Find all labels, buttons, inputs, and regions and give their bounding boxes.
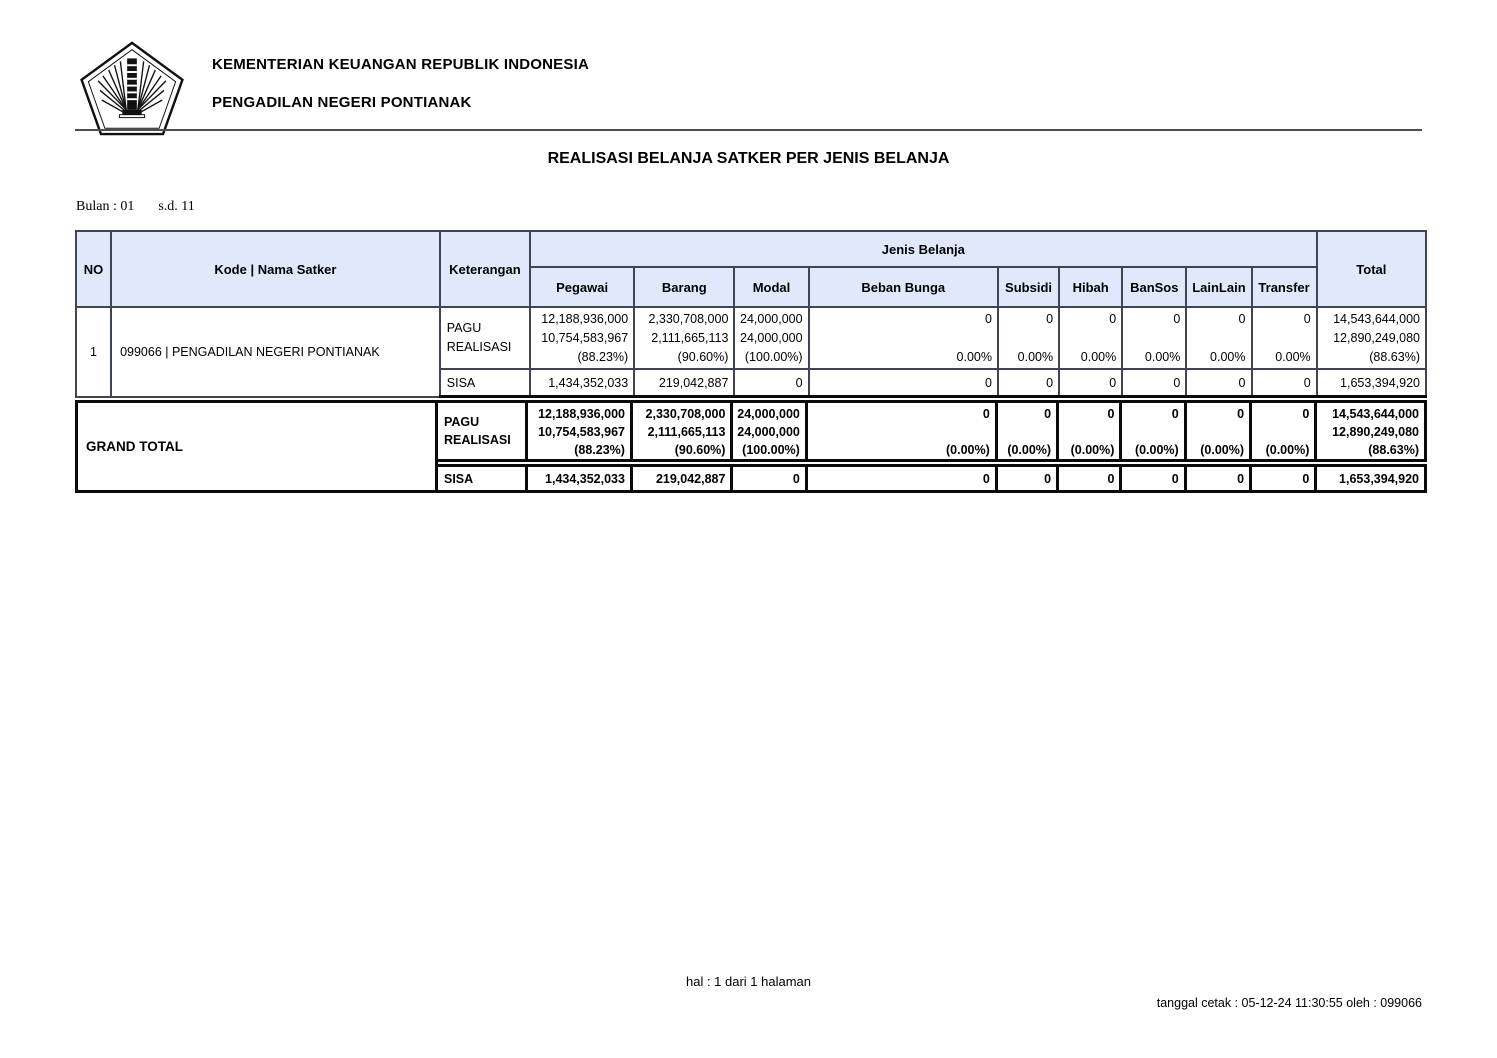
col-header-pegawai: Pegawai <box>530 267 634 307</box>
grand-keterangan-pagu-realisasi: PAGU REALISASI <box>437 402 527 461</box>
col-header-satker: Kode | Nama Satker <box>111 231 440 307</box>
page-indicator: hal : 1 dari 1 halaman <box>685 974 812 989</box>
satker-name: 099066 | PENGADILAN NEGERI PONTIANAK <box>111 307 440 397</box>
grand-sisa-modal: 0 <box>732 466 806 492</box>
grand-sisa-bansos: 0 <box>1121 466 1185 492</box>
kemenkeu-logo-icon <box>78 40 186 137</box>
sisa-cell-pegawai: 1,434,352,033 <box>530 369 634 397</box>
letterhead-divider <box>75 129 1422 131</box>
sisa-cell-subsidi: 0 <box>998 369 1059 397</box>
grand-sisa-transfer: 0 <box>1251 466 1316 492</box>
col-header-subsidi: Subsidi <box>998 267 1059 307</box>
period-line <box>76 199 195 215</box>
col-header-lainlain: LainLain <box>1186 267 1251 307</box>
col-header-keterangan: Keterangan <box>440 231 530 307</box>
grand-cell-lainlain: 0 (0.00%) <box>1185 402 1250 461</box>
sisa-cell-lainlain: 0 <box>1186 369 1251 397</box>
value-cell-hibah: 0 0.00% <box>1059 307 1122 369</box>
grand-cell-pegawai: 12,188,936,000 10,754,583,967 (88.23%) <box>527 402 632 461</box>
sisa-cell-hibah: 0 <box>1059 369 1122 397</box>
sisa-cell-beban-bunga: 0 <box>809 369 998 397</box>
col-header-beban-bunga: Beban Bunga <box>809 267 998 307</box>
col-header-bansos: BanSos <box>1122 267 1186 307</box>
grand-sisa-hibah: 0 <box>1058 466 1121 492</box>
value-cell-subsidi: 0 0.00% <box>998 307 1059 369</box>
col-header-no: NO <box>76 231 111 307</box>
sisa-cell-barang: 219,042,887 <box>634 369 734 397</box>
col-header-jenis-belanja: Jenis Belanja <box>530 231 1317 267</box>
col-header-transfer: Transfer <box>1252 267 1317 307</box>
print-timestamp: tanggal cetak : 05-12-24 11:30:55 oleh : 099066 <box>1156 996 1422 1010</box>
grand-total-label: GRAND TOTAL <box>75 400 438 493</box>
col-header-hibah: Hibah <box>1059 267 1122 307</box>
period-bulan: Bulan : 01 <box>76 199 135 214</box>
grand-cell-hibah: 0 (0.00%) <box>1058 402 1121 461</box>
grand-cell-barang: 2,330,708,000 2,111,665,113 (90.60%) <box>631 402 732 461</box>
grand-cell-subsidi: 0 (0.00%) <box>996 402 1057 461</box>
col-header-modal: Modal <box>734 267 808 307</box>
grand-sisa-subsidi: 0 <box>996 466 1057 492</box>
report-title: REALISASI BELANJA SATKER PER JENIS BELANJA <box>547 150 950 167</box>
value-cell-transfer: 0 0.00% <box>1252 307 1317 369</box>
table-row-pagu-realisasi <box>76 307 1426 369</box>
value-cell-pegawai: 12,188,936,000 10,754,583,967 (88.23%) <box>530 307 634 369</box>
value-cell-beban-bunga: 0 0.00% <box>809 307 998 369</box>
value-cell-total: 14,543,644,000 12,890,249,080 (88.63%) <box>1317 307 1426 369</box>
value-cell-modal: 24,000,000 24,000,000 (100.00%) <box>734 307 808 369</box>
grand-total-section <box>75 400 1427 493</box>
grand-sisa-beban-bunga: 0 <box>806 466 996 492</box>
grand-cell-beban-bunga: 0 (0.00%) <box>806 402 996 461</box>
grand-sisa-pegawai: 1,434,352,033 <box>527 466 632 492</box>
period-sd: s.d. 11 <box>158 199 195 214</box>
value-cell-barang: 2,330,708,000 2,111,665,113 (90.60%) <box>634 307 734 369</box>
sisa-cell-bansos: 0 <box>1122 369 1186 397</box>
grand-total-pagu-row <box>435 400 1427 462</box>
grand-total-sisa-row <box>435 464 1427 493</box>
sisa-cell-transfer: 0 <box>1252 369 1317 397</box>
report-table <box>75 230 1427 398</box>
keterangan-sisa: SISA <box>440 369 530 397</box>
office-name: PENGADILAN NEGERI PONTIANAK <box>212 94 472 111</box>
grand-sisa-lainlain: 0 <box>1185 466 1250 492</box>
grand-keterangan-sisa: SISA <box>437 466 527 492</box>
sisa-cell-modal: 0 <box>734 369 808 397</box>
sisa-cell-total: 1,653,394,920 <box>1317 369 1426 397</box>
col-header-barang: Barang <box>634 267 734 307</box>
grand-cell-modal: 24,000,000 24,000,000 (100.00%) <box>732 402 806 461</box>
value-cell-bansos: 0 0.00% <box>1122 307 1186 369</box>
grand-cell-transfer: 0 (0.00%) <box>1251 402 1316 461</box>
keterangan-pagu-realisasi: PAGU REALISASI <box>440 307 530 369</box>
grand-sisa-barang: 219,042,887 <box>631 466 732 492</box>
grand-sisa-total: 1,653,394,920 <box>1316 466 1426 492</box>
grand-cell-total: 14,543,644,000 12,890,249,080 (88.63%) <box>1316 402 1426 461</box>
row-number: 1 <box>76 307 111 397</box>
grand-cell-bansos: 0 (0.00%) <box>1121 402 1185 461</box>
value-cell-lainlain: 0 0.00% <box>1186 307 1251 369</box>
col-header-total: Total <box>1317 231 1426 307</box>
ministry-name: KEMENTERIAN KEUANGAN REPUBLIK INDONESIA <box>212 56 589 73</box>
